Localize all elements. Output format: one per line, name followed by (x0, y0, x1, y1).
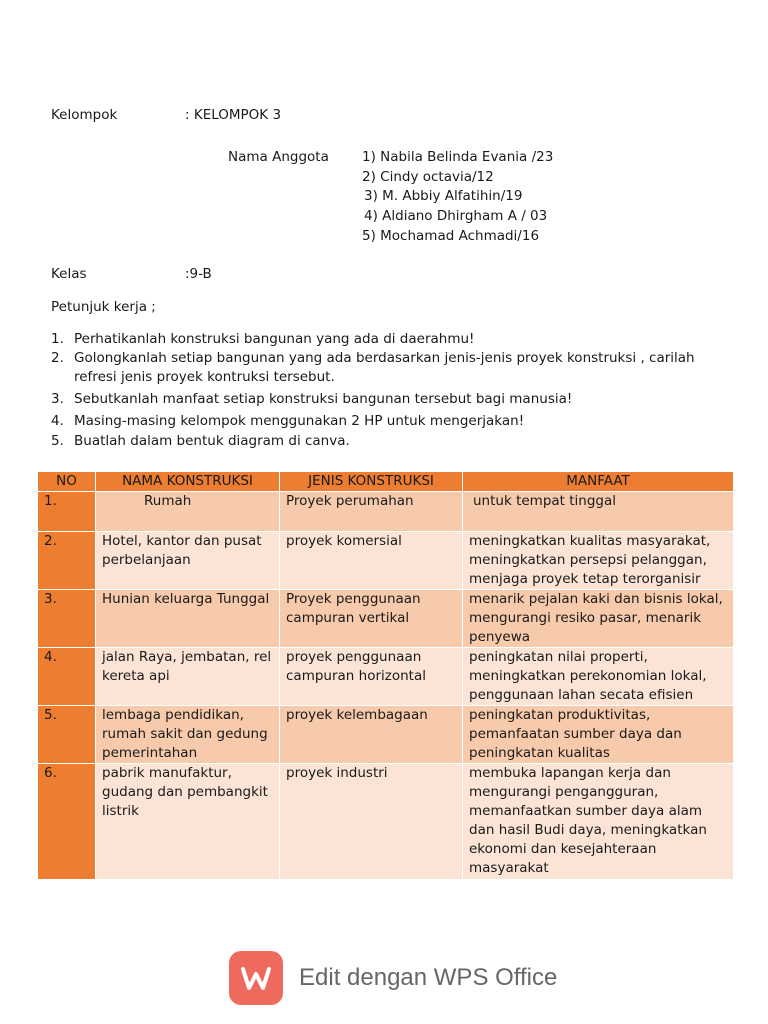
wps-w-glyph-icon (239, 961, 273, 995)
anggota-label: Nama Anggota (228, 149, 329, 165)
row-jenis: proyek penggunaan campuran horizontal (280, 648, 463, 706)
table-row (38, 492, 734, 532)
table-row (38, 706, 734, 764)
instruction-text: Masing-masing kelompok menggunakan 2 HP untuk mengerjakan! (74, 413, 525, 429)
instruction-item (51, 390, 711, 409)
row-number: 1. (38, 492, 96, 532)
instruction-text: Golongkanlah setiap bangunan yang ada berdasarkan jenis-jenis proyek konstruksi , carilah refresi jenis proyek kontruksi tersebut. (74, 350, 695, 385)
row-manfaat: meningkatkan kualitas masyarakat, meningkatkan persepsi pelanggan, menjaga proyek tetap terorganisir (463, 532, 734, 590)
construction-table (37, 471, 734, 880)
kelas-label: Kelas (51, 266, 87, 282)
table-row (38, 764, 734, 880)
wps-edit-text[interactable]: Edit dengan WPS Office (299, 964, 558, 991)
table-row (38, 648, 734, 706)
row-jenis: Proyek penggunaan campuran vertikal (280, 590, 463, 648)
kelompok-value: : KELOMPOK 3 (185, 107, 282, 123)
table-row (38, 590, 734, 648)
row-manfaat: peningkatan nilai properti, meningkatkan perekonomian lokal, penggunaan lahan secata efisien (463, 648, 734, 706)
row-jenis: proyek komersial (280, 532, 463, 590)
instruction-number: 2. (51, 350, 64, 366)
row-jenis: proyek kelembagaan (280, 706, 463, 764)
row-nama: jalan Raya, jembatan, rel kereta api (96, 648, 280, 706)
instruction-list (51, 330, 711, 451)
row-jenis: proyek industri (280, 764, 463, 880)
instruction-item (51, 349, 711, 387)
kelompok-label: Kelompok (51, 107, 118, 123)
member-item: 3) M. Abbiy Alfatihin/19 (364, 188, 523, 204)
instruction-number: 4. (51, 413, 64, 429)
row-jenis: Proyek perumahan (280, 492, 463, 532)
row-manfaat: membuka lapangan kerja dan mengurangi pengangguran, memanfaatkan sumber daya alam dan hasil Budi daya, meningkatkan ekonomi dan kesejahteraan masyarakat (463, 764, 734, 880)
header-manfaat: MANFAAT (463, 472, 734, 492)
member-item: 1) Nabila Belinda Evania /23 (362, 149, 554, 165)
member-item: 4) Aldiano Dhirgham A / 03 (364, 208, 548, 224)
instruction-number: 3. (51, 391, 64, 407)
table-row (38, 532, 734, 590)
row-nama: pabrik manufaktur, gudang dan pembangkit listrik (96, 764, 280, 880)
instruction-text: Buatlah dalam bentuk diagram di canva. (74, 433, 350, 449)
instruction-number: 1. (51, 331, 64, 347)
member-item: 2) Cindy octavia/12 (362, 169, 494, 185)
wps-logo-icon[interactable] (229, 951, 283, 1005)
row-number: 5. (38, 706, 96, 764)
row-nama: lembaga pendidikan, rumah sakit dan gedung pemerintahan (96, 706, 280, 764)
petunjuk-label: Petunjuk kerja ; (51, 299, 156, 315)
header-no: NO (38, 472, 96, 492)
row-manfaat: untuk tempat tinggal (463, 492, 734, 532)
instruction-item (51, 330, 711, 349)
header-jenis: JENIS KONSTRUKSI (280, 472, 463, 492)
row-nama: Rumah (96, 492, 280, 532)
row-manfaat: peningkatan produktivitas, pemanfaatan sumber daya dan peningkatan kualitas (463, 706, 734, 764)
header-nama: NAMA KONSTRUKSI (96, 472, 280, 492)
table-header-row (38, 472, 734, 492)
instruction-item (51, 432, 711, 451)
instruction-number: 5. (51, 433, 64, 449)
kelas-value: :9-B (185, 266, 212, 282)
instruction-item (51, 412, 711, 431)
row-number: 4. (38, 648, 96, 706)
row-manfaat: menarik pejalan kaki dan bisnis lokal, mengurangi resiko pasar, menarik penyewa (463, 590, 734, 648)
member-item: 5) Mochamad Achmadi/16 (362, 228, 540, 244)
row-number: 2. (38, 532, 96, 590)
row-number: 6. (38, 764, 96, 880)
row-nama: Hotel, kantor dan pusat perbelanjaan (96, 532, 280, 590)
instruction-text: Sebutkanlah manfaat setiap konstruksi bangunan tersebut bagi manusia! (74, 391, 573, 407)
row-nama: Hunian keluarga Tunggal (96, 590, 280, 648)
wps-edit-banner[interactable] (229, 951, 557, 1005)
row-number: 3. (38, 590, 96, 648)
instruction-text: Perhatikanlah konstruksi bangunan yang ada di daerahmu! (74, 331, 475, 347)
